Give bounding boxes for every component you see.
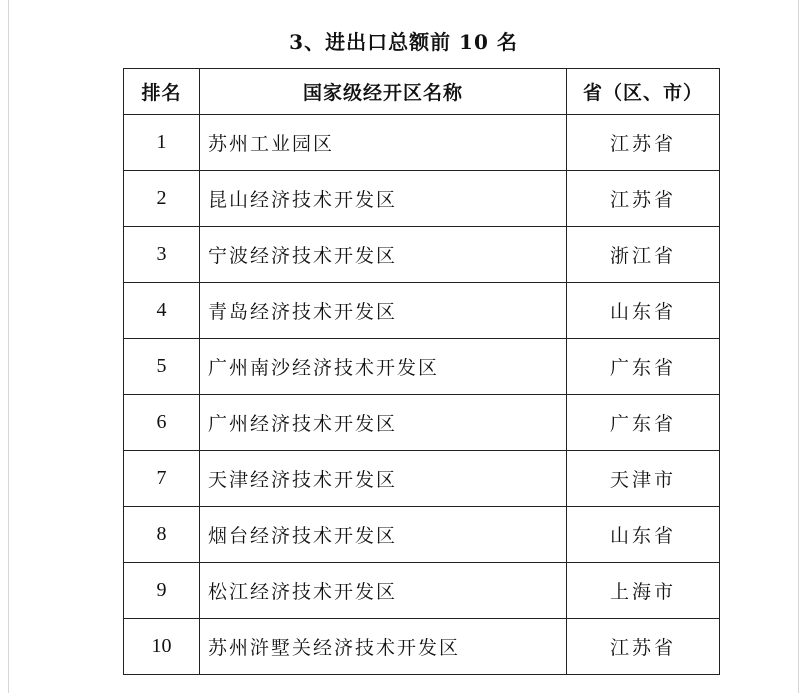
province-cell: 上海市 — [567, 563, 720, 619]
province-cell: 江苏省 — [567, 171, 720, 227]
province-cell: 江苏省 — [567, 619, 720, 675]
header-rank: 排名 — [124, 69, 200, 115]
rank-cell: 2 — [124, 171, 200, 227]
table-row — [124, 115, 720, 171]
page-border-left — [8, 0, 9, 693]
table-row — [124, 395, 720, 451]
zone-name-cell: 广州经济技术开发区 — [200, 395, 567, 451]
table-row — [124, 451, 720, 507]
rank-cell: 5 — [124, 339, 200, 395]
rank-cell: 8 — [124, 507, 200, 563]
section-title: 3、进出口总额前 10 名 — [289, 30, 518, 54]
table-row — [124, 507, 720, 563]
province-cell: 浙江省 — [567, 227, 720, 283]
rank-cell: 6 — [124, 395, 200, 451]
table-row — [124, 563, 720, 619]
province-cell: 山东省 — [567, 507, 720, 563]
zone-name-cell: 松江经济技术开发区 — [200, 563, 567, 619]
zone-name-cell: 青岛经济技术开发区 — [200, 283, 567, 339]
rank-cell: 4 — [124, 283, 200, 339]
zone-name-cell: 昆山经济技术开发区 — [200, 171, 567, 227]
zone-name-cell: 苏州工业园区 — [200, 115, 567, 171]
header-zone-name: 国家级经开区名称 — [200, 69, 567, 115]
province-cell: 广东省 — [567, 395, 720, 451]
province-cell: 江苏省 — [567, 115, 720, 171]
zone-name-cell: 广州南沙经济技术开发区 — [200, 339, 567, 395]
rank-cell: 9 — [124, 563, 200, 619]
province-cell: 天津市 — [567, 451, 720, 507]
province-cell: 山东省 — [567, 283, 720, 339]
table-row — [124, 227, 720, 283]
rank-cell: 1 — [124, 115, 200, 171]
province-cell: 广东省 — [567, 339, 720, 395]
zone-name-cell: 天津经济技术开发区 — [200, 451, 567, 507]
rank-cell: 10 — [124, 619, 200, 675]
page-border-right — [798, 0, 799, 693]
table-header-row — [124, 69, 720, 115]
zone-name-cell: 烟台经济技术开发区 — [200, 507, 567, 563]
zone-name-cell: 宁波经济技术开发区 — [200, 227, 567, 283]
table-row — [124, 171, 720, 227]
rank-cell: 7 — [124, 451, 200, 507]
table-row — [124, 283, 720, 339]
ranking-table — [123, 68, 720, 675]
zone-name-cell: 苏州浒墅关经济技术开发区 — [200, 619, 567, 675]
rank-cell: 3 — [124, 227, 200, 283]
table-row — [124, 619, 720, 675]
header-province: 省（区、市） — [567, 69, 720, 115]
table-row — [124, 339, 720, 395]
